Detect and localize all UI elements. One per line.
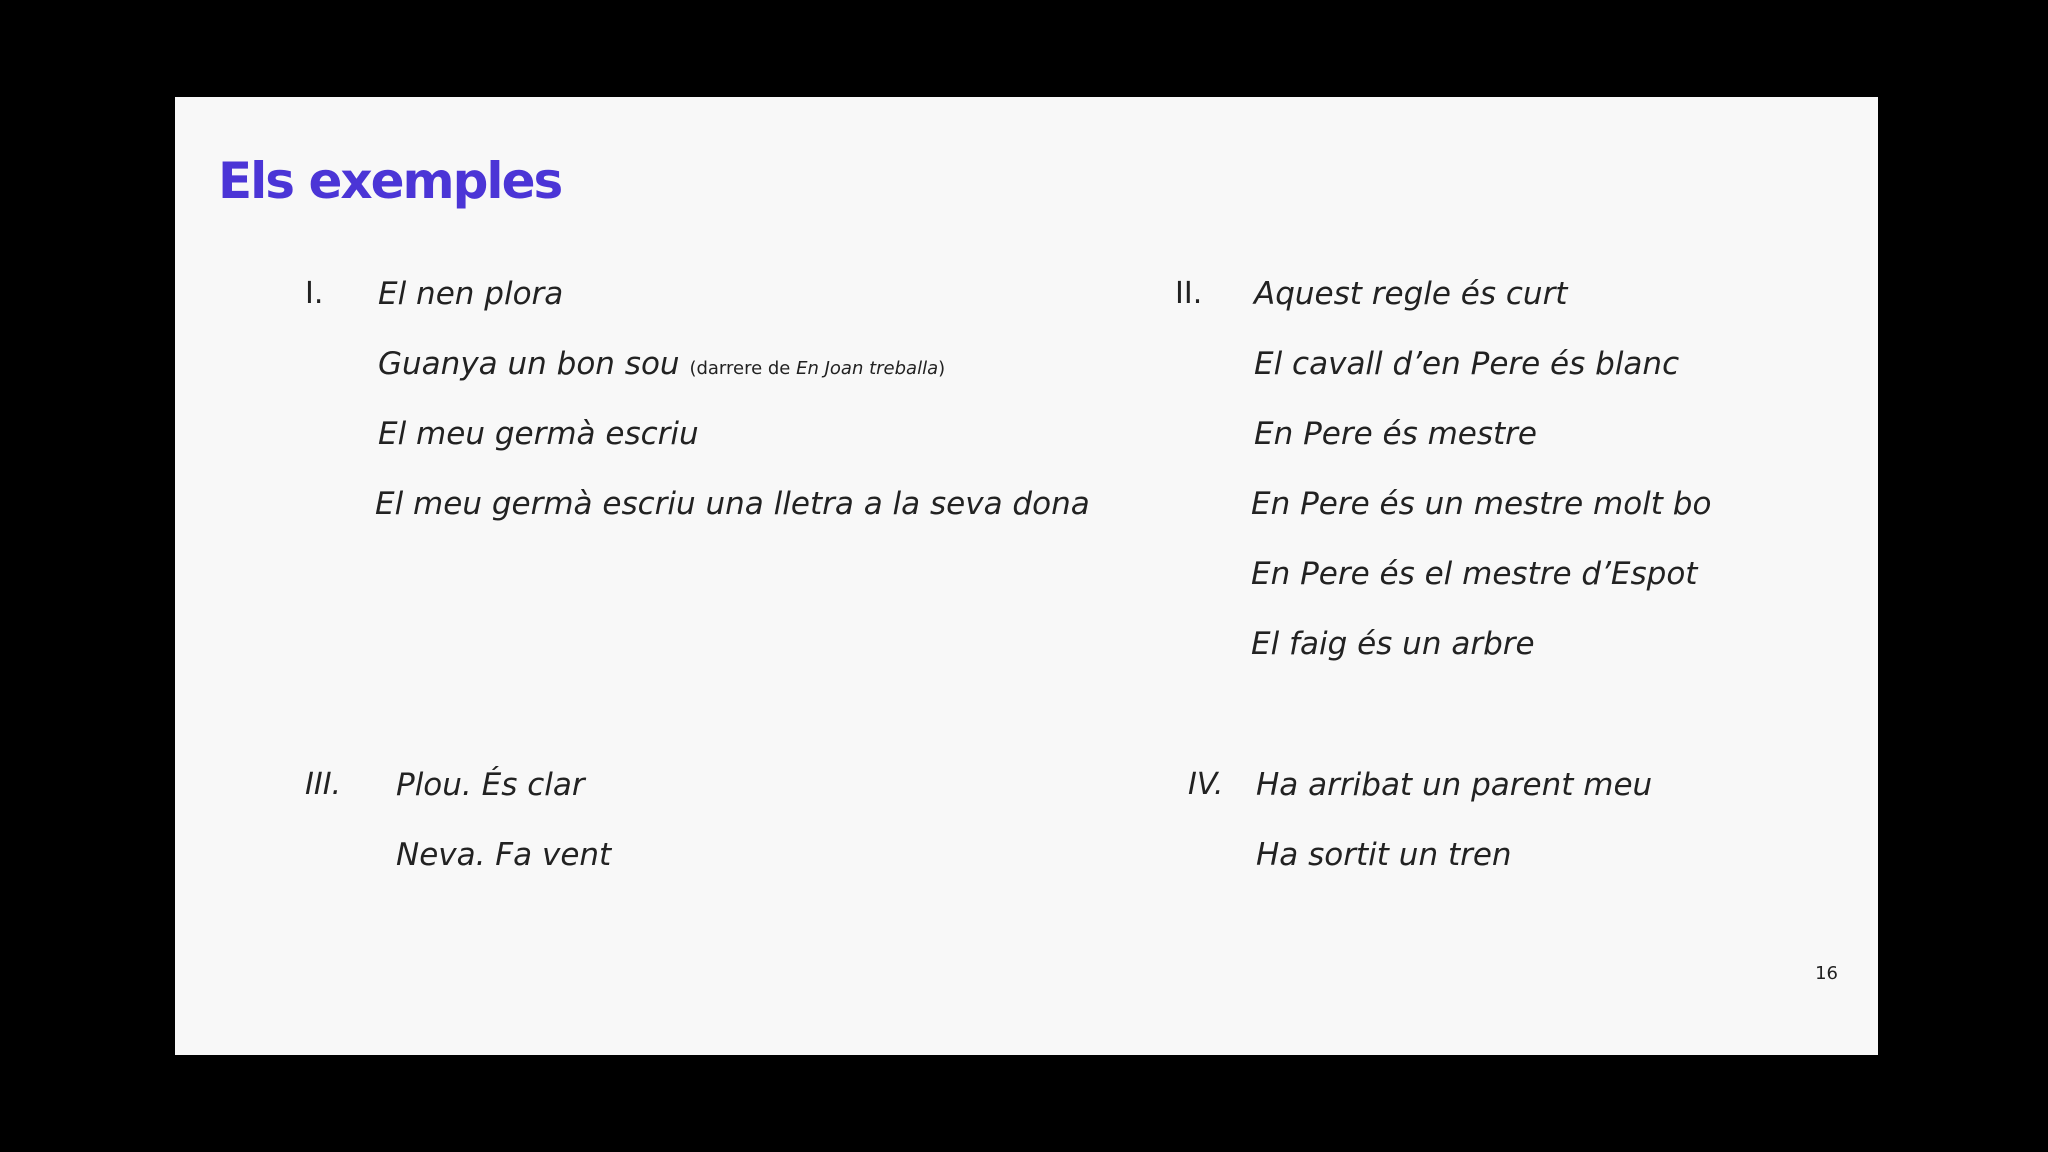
example-sentence: El cavall d’en Pere és blanc	[1254, 346, 1680, 382]
group-1-numeral: I.	[305, 276, 324, 311]
example-note	[689, 358, 945, 379]
note-italic: En Joan treballa	[796, 358, 939, 379]
example-sentence: En Pere és un mestre molt bo	[1251, 486, 1712, 522]
example-sentence: Aquest regle és curt	[1254, 276, 1568, 312]
group-4-numeral: IV.	[1188, 767, 1224, 802]
slide-title: Els exemples	[218, 152, 562, 210]
example-sentence: Ha arribat un parent meu	[1256, 767, 1653, 803]
slide	[175, 97, 1878, 1055]
example-sentence: Neva. Fa vent	[396, 837, 612, 873]
example-sentence: El meu germà escriu	[378, 416, 699, 452]
example-sentence: En Pere és el mestre d’Espot	[1251, 556, 1698, 592]
note-open: (darrere de	[689, 358, 797, 379]
example-sentence-text: Guanya un bon sou	[378, 346, 680, 382]
example-sentence: En Pere és mestre	[1254, 416, 1537, 452]
example-sentence	[378, 344, 945, 389]
example-sentence: El meu germà escriu una lletra a la seva dona	[375, 486, 1090, 522]
example-sentence: El nen plora	[378, 276, 564, 312]
group-3-numeral: III.	[305, 767, 342, 802]
note-close: )	[938, 358, 946, 379]
example-sentence: El faig és un arbre	[1251, 626, 1535, 662]
example-sentence: Plou. És clar	[396, 767, 585, 803]
example-sentence: Ha sortit un tren	[1256, 837, 1512, 873]
page-number: 16	[1815, 963, 1838, 984]
group-2-numeral: II.	[1175, 276, 1203, 311]
